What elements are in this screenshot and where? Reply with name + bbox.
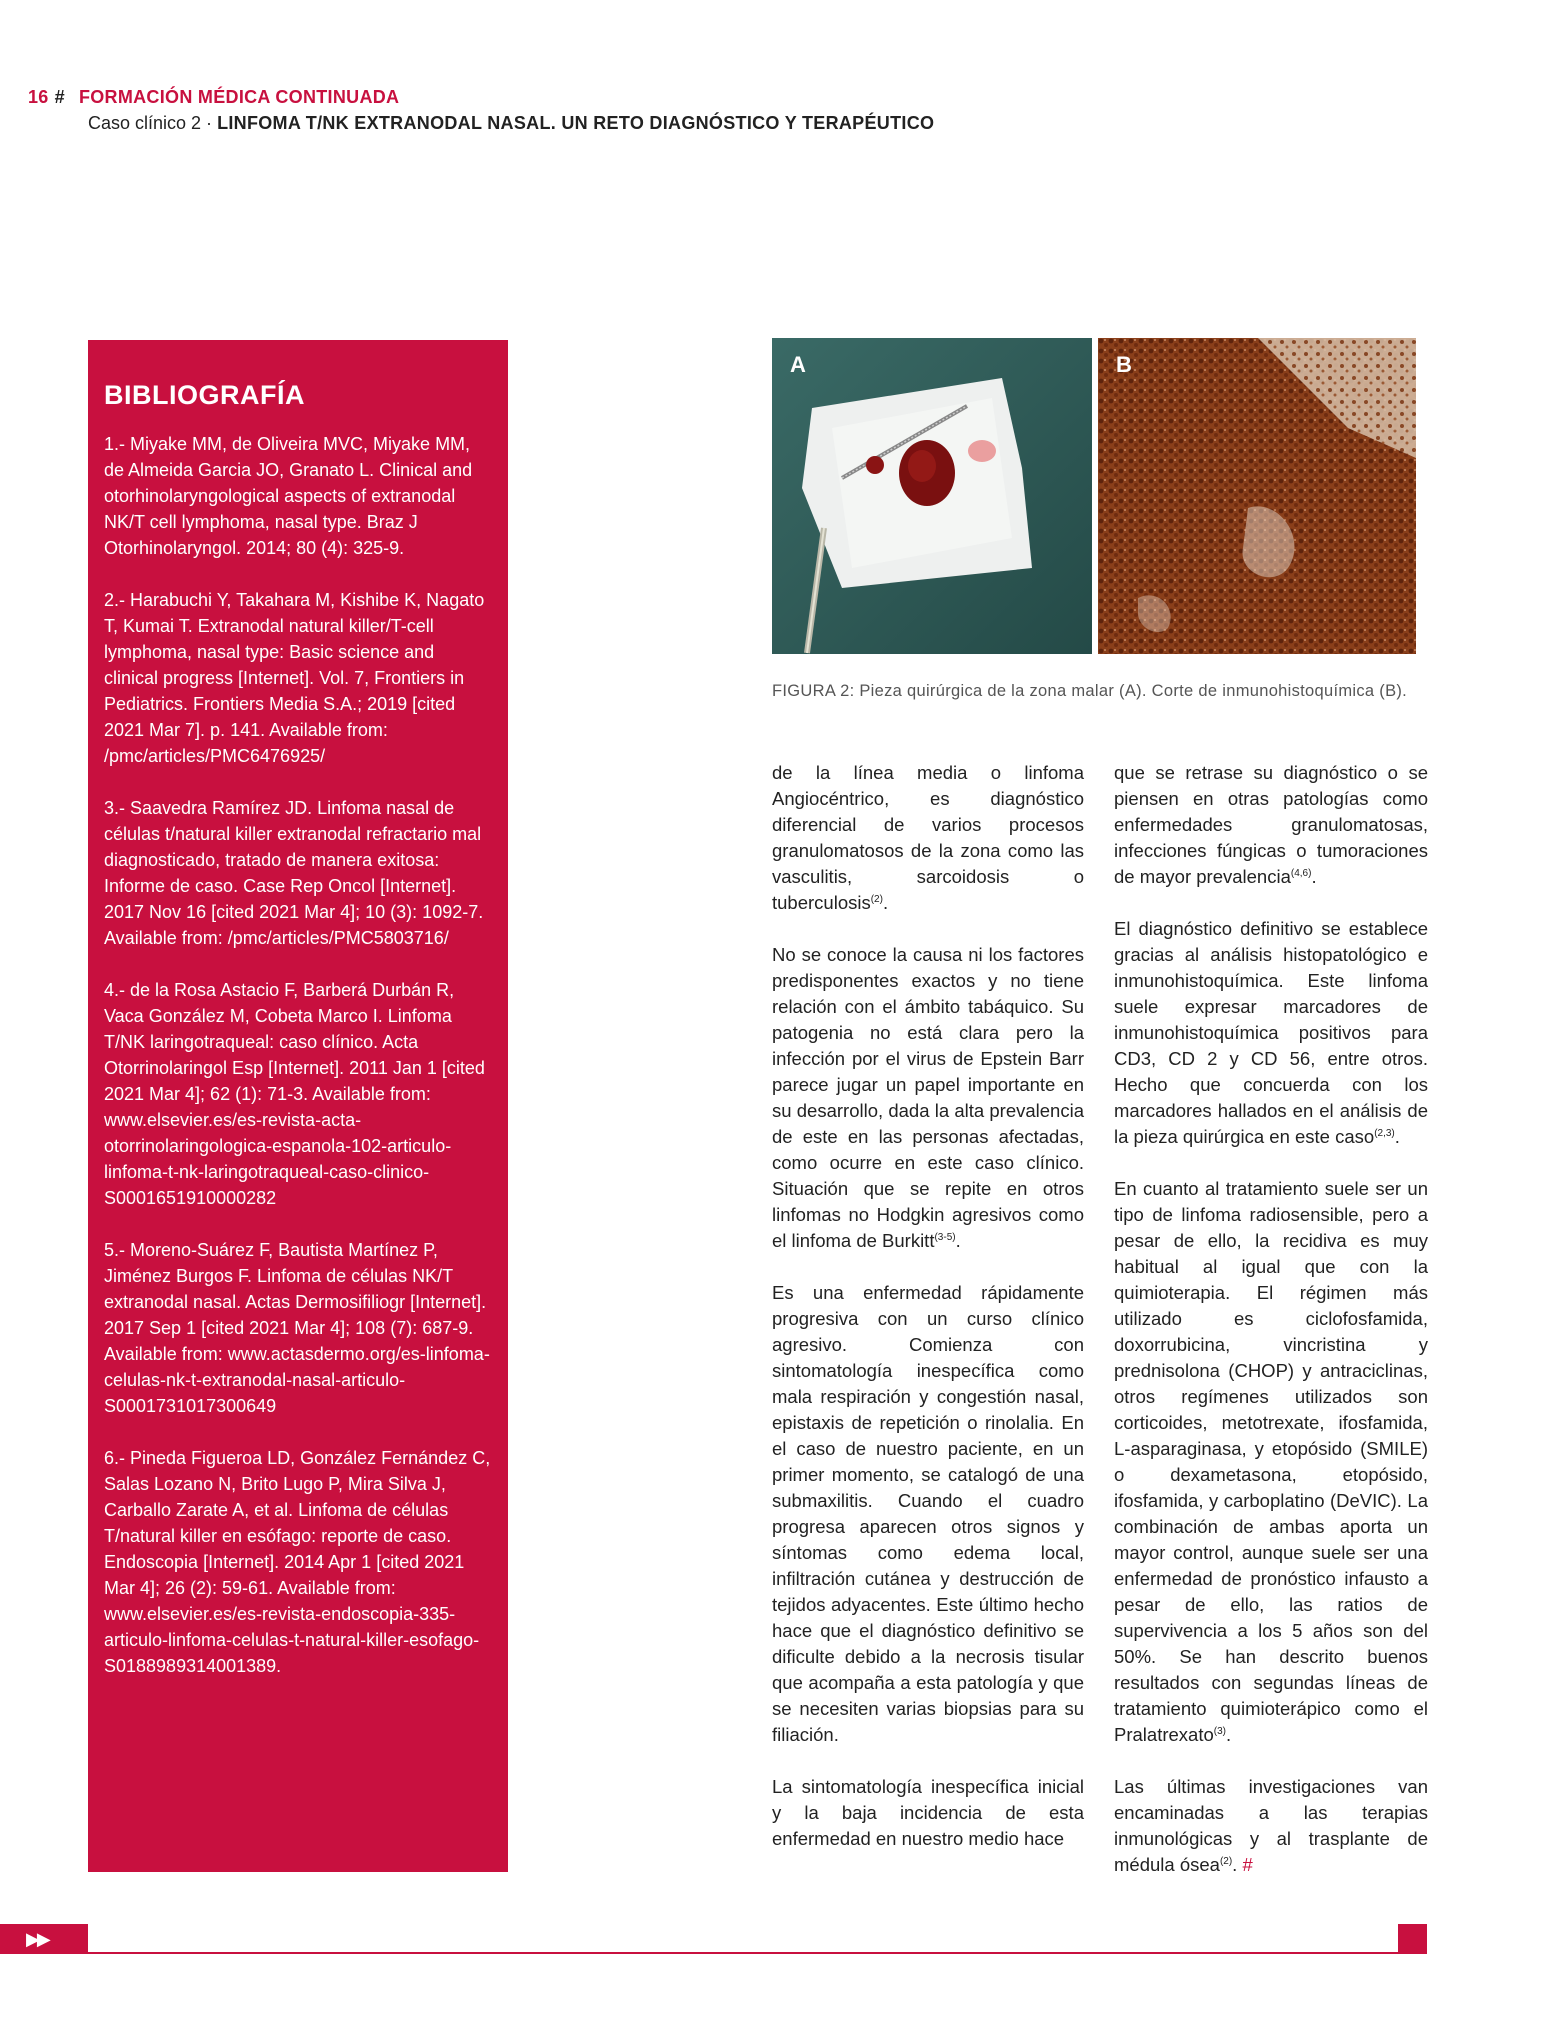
paragraph: que se retrase su diagnóstico o se piensen en otras patologías como enfermedades granulomatosas, infecciones fúngicas o tumoraciones de mayor prevalencia$^{(4,6)}$. [1114,762,1428,887]
paragraph-text: El diagnóstico definitivo se establece gracias al análisis histopatológico e inmunohistoquímica. Este linfoma suele expresar marcadores de inmunohistoquímica positivos para CD3, CD 2 y CD 56, entre otros. Hecho que concuerda con los marcadores hallados en el análisis de la pieza quirúrgica en este caso [1114,918,1428,1147]
reference-item: 3.- Saavedra Ramírez JD. Linfoma nasal de células t/natural killer extranodal refractario mal diagnosticado, tratado de manera exitosa: Informe de caso. Case Rep Oncol [Internet]. 2017 Nov 16 [cited 2021 Mar 4]; 10 (3): 1092-7. Available from: /pmc/articles/PMC5803716/ [104,798,484,948]
citation: (3) [1213,1725,1226,1737]
body-column-2 [1114,760,1428,1904]
reference-item: 6.- Pineda Figueroa LD, González Fernández C, Salas Lozano N, Brito Lugo P, Mira Silva J, Carballo Zarate A, et al. Linfoma de células T/natural killer en esófago: reporte de caso. Endoscopia [Internet]. 2014 Apr 1 [cited 2021 Mar 4]; 26 (2): 59-61. Available from: www.elsevier.es/es-revista-endoscopia-335-articulo-linfoma-celulas-t-natural-killer-esofago-S0188989314001389. [104,1448,491,1676]
paragraph-text: que se retrase su diagnóstico o se piensen en otras patologías como enfermedades granulomatosas, infecciones fúngicas o tumoraciones de mayor prevalencia [1114,762,1428,887]
paragraph: de la línea media o linfoma Angiocéntrico, es diagnóstico diferencial de varios procesos granulomatosos de la zona como las vasculitis, sarcoidosis o tuberculosis$^{(2)}$. [772,762,1084,913]
surgical-specimen-illustration [772,338,1092,654]
immunohistochemistry-illustration [1098,338,1416,654]
surgical-specimen-photo [772,338,1092,654]
page-number: 16 [28,87,49,107]
immunohistochemistry-photo [1098,338,1416,654]
reference-item: 5.- Moreno-Suárez F, Bautista Martínez P, Jiménez Burgos F. Linfoma de células NK/T extranodal nasal. Actas Dermosifiliogr [Internet]. 2017 Sep 1 [cited 2021 Mar 4]; 108 (7): 687-9. Available from: www.actasdermo.org/es-linfoma-celulas-nk-t-extranodal-nasal-articulo-S0001731017300649 [104,1240,490,1416]
paragraph-text: de la línea media o linfoma Angiocéntrico, es diagnóstico diferencial de varios procesos granulomatosos de la zona como las vasculitis, sarcoidosis o tuberculosis [772,762,1084,913]
panel-label-a: A [790,352,806,377]
case-label: Caso clínico 2 · [88,113,218,133]
citation: (3-5) [934,1231,956,1243]
bibliography-title: BIBLIOGRAFÍA [104,380,305,410]
page-header [28,84,1508,136]
reference-item: 4.- de la Rosa Astacio F, Barberá Durbán R, Vaca González M, Cobeta Marco I. Linfoma T/NK laringotraqueal: caso clínico. Acta Otorrinolaringol Esp [Internet]. 2011 Jan 1 [cited 2021 Mar 4]; 62 (1): 71-3. Available from: www.elsevier.es/es-revista-acta-otorrinolaringologica-espanola-102-articulo-linfoma-t-nk-laringotraqueal-caso-clinico-S0001651910000282 [104,980,485,1208]
body-column-1 [772,760,1084,1878]
citation: (2) [1219,1855,1233,1867]
paragraph-text: No se conoce la causa ni los factores predisponentes exactos y no tiene relación con el ámbito tabáquico. Su patogenia no está clara pero la infección por el virus de Epstein Barr parece jugar un papel importante en su desarrollo, dada la alta prevalencia de este en las personas afectadas, como ocurre en este caso clínico. Situación que se repite en otros linfomas no Hodgkin agresivos como el linfoma de Burkitt [772,944,1084,1251]
header-line-case [28,110,1508,136]
figure-caption: FIGURA 2: Pieza quirúrgica de la zona malar (A). Corte de inmunohistoquímica (B). [772,682,1408,700]
paragraph: El diagnóstico definitivo se establece gracias al análisis histopatológico e inmunohistoquímica. Este linfoma suele expresar marcadores de inmunohistoquímica positivos para CD3, CD 2 y CD 56, entre otros. Hecho que concuerda con los marcadores hallados en el análisis de la pieza quirúrgica en este caso$^{(2,3)}$. [1114,918,1428,1147]
footer-rule [0,1952,1427,1954]
section-title: FORMACIÓN MÉDICA CONTINUADA [78,87,400,107]
citation: (2) [870,893,883,905]
paragraph: La sintomatología inespecífica inicial y la baja incidencia de esta enfermedad en nuestro medio hace [772,1776,1084,1849]
panel-label-b: B [1116,352,1132,377]
reference-item: 2.- Harabuchi Y, Takahara M, Kishibe K, Nagato T, Kumai T. Extranodal natural killer/T-cell lymphoma, nasal type: Basic science and clinical progress [Internet]. Vol. 7, Frontiers in Pediatrics. Frontiers Media S.A.; 2019 [cited 2021 Mar 7]. p. 141. Available from: /pmc/articles/PMC6476925/ [104,590,485,766]
citation: (4,6) [1290,867,1312,879]
citation: (2,3) [1374,1127,1395,1139]
end-mark: # [1242,1854,1253,1875]
footer-block [1398,1924,1427,1954]
reference-item: 1.- Miyake MM, de Oliveira MVC, Miyake MM, de Almeida Garcia JO, Granato L. Clinical and otorhinolaryngological aspects of extranodal NK/T cell lymphoma, nasal type. Braz J Otorhinolaryngol. 2014; 80 (4): 325-9. [104,434,473,558]
paragraph-text: Las últimas investigaciones van encaminadas a las terapias inmunológicas y al trasplante de médula ósea [1114,1776,1428,1875]
next-page-arrows: ▶▶ [0,1924,88,1954]
header-hash: # [54,87,65,107]
paragraph-text: En cuanto al tratamiento suele ser un tipo de linfoma radiosensible, pero a pesar de ello, la recidiva es muy habitual al igual que con la quimioterapia. El régimen más utilizado es ciclofosfamida, doxorrubicina, vincristina y prednisolona (CHOP) y antraciclinas, otros regímenes utilizados son corticoides, metotrexate, ifosfamida, L-asparaginasa, y etopósido (SMILE) o dexametasona, etopósido, ifosfamida, y carboplatino (DeVIC). La combinación de ambas aporta un mayor control, aunque suele ser una enfermedad de pronóstico infausto a pesar de ello, las ratios de supervivencia a los 5 años son del 50%. Se han descrito buenos resultados con segundas líneas de tratamiento quimioterápico como el Pralatrexato [1114,1178,1428,1745]
bibliography-box [88,340,508,1872]
figure-2 [772,338,1416,654]
case-title: LINFOMA T/NK EXTRANODAL NASAL. UN RETO DIAGNÓSTICO Y TERAPÉUTICO [217,113,935,133]
paragraph: Es una enfermedad rápidamente progresiva con un curso clínico agresivo. Comienza con sintomatología inespecífica como mala respiración y congestión nasal, epistaxis de repetición o rinolalia. En el caso de nuestro paciente, en un primer momento, se catalogó de una submaxilitis. Cuando el cuadro progresa aparecen otros signos y síntomas como edema local, infiltración cutánea y destrucción de tejidos adyacentes. Este último hecho hace que el diagnóstico definitivo se dificulte debido a la necrosis tisular que acompaña a esta patología y que se necesiten varias biopsias para su filiación. [772,1282,1084,1745]
paragraph: No se conoce la causa ni los factores predisponentes exactos y no tiene relación con el ámbito tabáquico. Su patogenia no está clara pero la infección por el virus de Epstein Barr parece jugar un papel importante en su desarrollo, dada la alta prevalencia de este en las personas afectadas, como ocurre en este caso clínico. Situación que se repite en otros linfomas no Hodgkin agresivos como el linfoma de Burkitt$^{(3-5)}$. [772,944,1084,1251]
header-line-section [28,84,1508,110]
paragraph: En cuanto al tratamiento suele ser un tipo de linfoma radiosensible, pero a pesar de ello, la recidiva es muy habitual al igual que con la quimioterapia. El régimen más utilizado es ciclofosfamida, doxorrubicina, vincristina y prednisolona (CHOP) y antraciclinas, otros regímenes utilizados son corticoides, metotrexate, ifosfamida, L-asparaginasa, y etopósido (SMILE) o dexametasona, etopósido, ifosfamida, y carboplatino (DeVIC). La combinación de ambas aporta un mayor control, aunque suele ser una enfermedad de pronóstico infausto a pesar de ello, las ratios de supervivencia a los 5 años son del 50%. Se han descrito buenos resultados con segundas líneas de tratamiento quimioterápico como el Pralatrexato$^{(3)}$. [1114,1178,1428,1745]
paragraph: Las últimas investigaciones van encaminadas a las terapias inmunológicas y al trasplante de médula ósea$^{(2)}$. # [1114,1776,1428,1875]
